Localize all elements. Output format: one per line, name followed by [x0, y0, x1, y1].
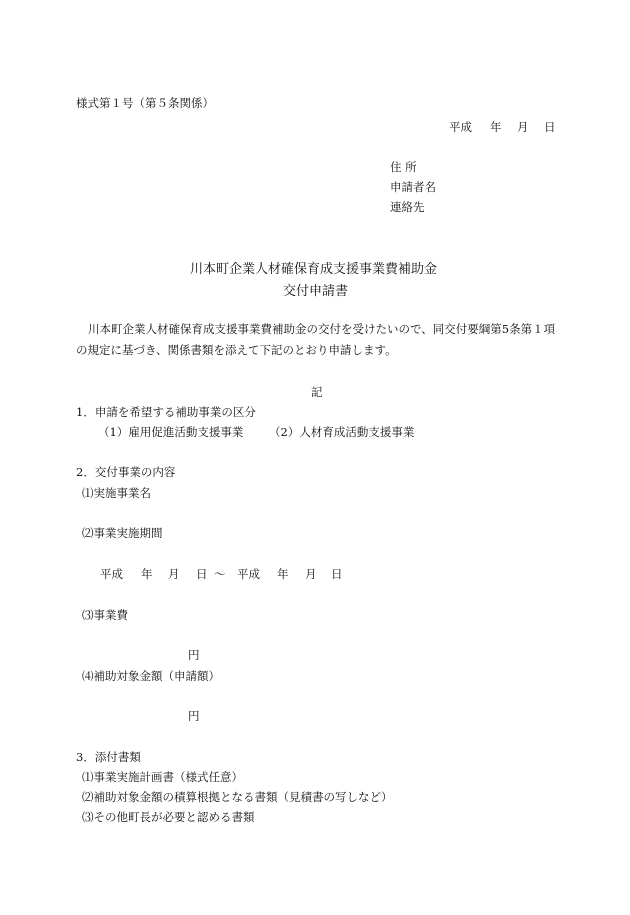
section-2-item-4: ⑷補助対象金額（申請額）	[82, 669, 220, 683]
period-start-era: 平成	[100, 567, 123, 581]
applicant-address-label: 住 所	[390, 160, 417, 174]
date-month: 月	[517, 120, 529, 134]
period-start-month: 月	[168, 567, 180, 581]
title-line-2: 交付申請書	[283, 284, 349, 299]
applicant-name-label: 申請者名	[390, 180, 436, 194]
ki-heading: 記	[311, 385, 323, 399]
section-3-item-3: ⑶その他町長が必要と認める書類	[82, 810, 255, 824]
section-1-heading: 1．申請を希望する補助事業の区分	[76, 405, 256, 419]
section-1-option-1: （1）雇用促進活動支援事業	[98, 425, 244, 439]
period-start-year: 年	[141, 567, 153, 581]
section-3-item-1: ⑴事業実施計画書（様式任意）	[82, 770, 243, 784]
period-end-month: 月	[305, 567, 317, 581]
section-1-option-2: （2）人材育成活動支援事業	[269, 425, 415, 439]
subsidy-amount-yen: 円	[188, 709, 200, 723]
period-start-day: 日	[196, 567, 208, 581]
date-day: 日	[544, 120, 556, 134]
applicant-contact-label: 連絡先	[390, 200, 425, 214]
section-3-heading: 3．添付書類	[76, 750, 141, 764]
title-line-1: 川本町企業人材確保育成支援事業費補助金	[190, 262, 438, 277]
period-end-day: 日	[331, 567, 343, 581]
period-tilde: ～	[214, 567, 226, 581]
form-number-label: 様式第１号（第５条関係）	[76, 96, 214, 110]
body-line-1: 川本町企業人材確保育成支援事業費補助金の交付を受けたいので、同交付要綱第5条第１項	[88, 322, 556, 336]
project-cost-yen: 円	[188, 648, 200, 662]
body-line-2: の規定に基づき、関係書類を添えて下記のとおり申請します。	[76, 343, 397, 357]
date-year: 年	[490, 120, 502, 134]
section-2-heading: 2．交付事業の内容	[76, 465, 176, 479]
section-3-item-2: ⑵補助対象金額の積算根拠となる書類（見積書の写しなど）	[82, 790, 393, 804]
date-era: 平成	[449, 120, 472, 134]
period-end-year: 年	[277, 567, 289, 581]
section-2-item-2: ⑵事業実施期間	[82, 526, 163, 540]
section-2-item-3: ⑶事業費	[82, 608, 128, 622]
section-2-item-1: ⑴実施事業名	[82, 486, 151, 500]
period-end-era: 平成	[237, 567, 260, 581]
